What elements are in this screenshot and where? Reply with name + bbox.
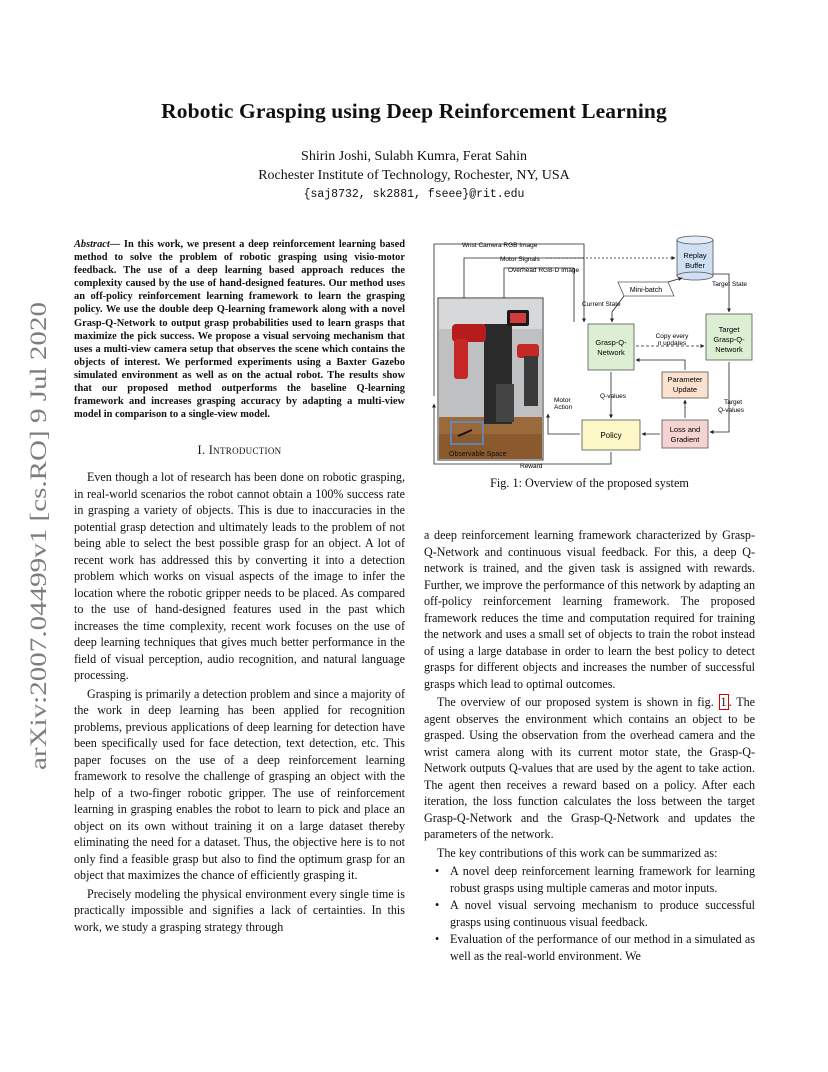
- svg-text:Target: Target: [718, 325, 740, 334]
- motor-action-label-2: Action: [554, 404, 573, 411]
- author-affiliation: Rochester Institute of Technology, Rochester, NY, USA: [258, 168, 570, 183]
- svg-text:Parameter: Parameter: [667, 375, 703, 384]
- target-qvalues-label-1: Target: [724, 399, 743, 406]
- section-heading-introduction: I. Introduction: [197, 443, 282, 458]
- replay-label-2: Buffer: [685, 261, 705, 270]
- svg-text:Update: Update: [672, 385, 698, 394]
- contribution-item: • A novel visual servoing mechanism to produce successful grasps using continuous visual feedback.: [435, 898, 755, 929]
- replay-label-1: Replay: [683, 251, 707, 260]
- current-state-label: Current State: [582, 301, 621, 308]
- figure-1: [424, 234, 758, 476]
- reward-label: Reward: [520, 463, 543, 470]
- loss-gradient-node: [662, 420, 708, 448]
- svg-text:Gradient: Gradient: [670, 435, 700, 444]
- svg-text:Loss and: Loss and: [669, 425, 701, 434]
- wrist-camera-label: Wrist Camera RGB Image: [462, 242, 538, 249]
- svg-text:Grasp-Q-: Grasp-Q-: [713, 335, 745, 344]
- svg-text:Grasp-Q-: Grasp-Q-: [595, 338, 627, 347]
- figure-reference-link[interactable]: 1: [720, 695, 727, 709]
- bullet-icon: •: [435, 898, 440, 912]
- intro-paragraph-5: The key contributions of this work can be summarized as:: [437, 845, 718, 860]
- grasp-q-network-node: [588, 324, 634, 370]
- target-state-label: Target State: [712, 281, 748, 288]
- intro-paragraph-1: Even though a lot of research has been done on robotic grasping, in real-world scenarios the robot cannot obtain a 100% success rate in grasping a variety of objects. This is due to inaccuracies in the potential grasp detection and ultimately leads to the problem of not being able to select the best possible grasp for an object. A lot of recent work has addressed this by converting it into a detection problem which works on visual aspects of the image to infer the location where the robotic gripper needs to be placed. As compared to the use of hand-designed features used in the past which increases the time complexity, recent work focuses on the use of deep learning techniques that gives much better performance in the field of visual perception, audio recognition, and natural language processing.: [74, 470, 405, 683]
- copy-label-1: Copy every: [655, 333, 689, 340]
- left-column: [74, 238, 405, 937]
- svg-text:Network: Network: [597, 348, 625, 357]
- motor-signals-label: Motor Signals: [500, 256, 540, 263]
- author-list: Shirin Joshi, Sulabh Kumra, Ferat Sahin: [301, 149, 527, 164]
- author-emails: {saj8732, sk2881, fseee}@rit.edu: [303, 188, 525, 201]
- paper-title: Robotic Grasping using Deep Reinforcement Learning: [161, 99, 667, 123]
- observable-space-label: Observable Space: [449, 451, 507, 458]
- intro-paragraph-3: Precisely modeling the physical environment every single time is practically impossible and signifies a lack of certainties. In this work, we study a grasping strategy through: [74, 886, 405, 934]
- parameter-update-node: [662, 372, 708, 398]
- target-grasp-q-network-node: [706, 314, 752, 360]
- arxiv-id-text: arXiv:2007.04499v1 [cs.RO] 9 Jul 2020: [26, 399, 51, 770]
- system-overview-diagram: [424, 234, 758, 476]
- svg-text:Network: Network: [715, 345, 743, 354]
- contribution-item: • A novel deep reinforcement learning framework for learning robust grasps using multiple cameras and motor inputs.: [435, 864, 755, 895]
- intro-paragraph-2: Grasping is primarily a detection problem and since a majority of the work in deep learning has been applied for recognition problems, previous applications of deep learning for detection have been specifically used for face detection, text detection, etc. This paper focuses on the use of a deep reinforcement learning framework to resolve the challenge of grasping an object with the help of a two-finger robotic gripper. The use of reinforcement learning in grasping enables the robot to learn to pick and place an object on its own without training it on a large dataset thereby eliminating the need for a dataset. Thus, the objective here is to not only find a feasible grasp but also to find the optimum grasp for an object that maximizes the chance of efficiently grasping it.: [74, 686, 405, 883]
- contributions-list: [424, 863, 755, 964]
- bullet-icon: •: [435, 864, 440, 878]
- minibatch-node: [618, 282, 674, 296]
- right-column: [424, 527, 755, 965]
- motor-action-label-1: Motor: [554, 397, 571, 404]
- figure-caption: Fig. 1: Overview of the proposed system: [490, 476, 689, 490]
- abstract-label: Abstract: [74, 239, 110, 250]
- overhead-image-label: Overhead RGB-D Image: [508, 267, 580, 274]
- contribution-item: • Evaluation of the performance of our method in a simulated as well as the real-world environment. We: [435, 932, 755, 963]
- svg-text:Policy: Policy: [600, 431, 622, 440]
- arxiv-identifier: [10, 300, 60, 770]
- abstract: [74, 238, 405, 421]
- copy-label-2: n updates: [657, 340, 687, 347]
- robot-photo: [438, 298, 543, 460]
- policy-node: [582, 420, 640, 450]
- qvalues-label: Q-values: [600, 393, 627, 400]
- svg-text:Mini-batch: Mini-batch: [629, 287, 663, 294]
- intro-paragraph-3-continued: a deep reinforcement learning framework characterized by Grasp-Q-Network and continuous visual feedback. For this, a deep Q-network is trained, and the given task is assigned with rewards. Further, we improve the performance of this network by adapting an off-policy reinforcement learning framework. The proposed framework reduces the time and computation required for training the network and uses a small set of objects to train the robot instead of using a large database in order to learn the best policy to detect grasps for different objects and increases the number of successful grasps which lead to optimal outcomes.: [424, 528, 755, 691]
- abstract-text: — In this work, we present a deep reinforcement learning based method to solve the problem of robotic grasping using visio-motor feedback. The use of a deep learning based approach reduces the complexity caused by the use of hand-designed features. Our method uses an off-policy reinforcement learning framework to learn the grasping policy. We use the double deep Q-learning framework along with a novel Grasp-Q-Network to output grasp probabilities used to learn grasps that maximize the pick success. We propose a visual servoing mechanism that uses a multi-view camera setup that observes the scene which contains the objects of interest. We performed experiments using a Baxter Gazebo simulated environment as well as on the actual robot. The results show that our proposed method outperforms the baseline Q-learning framework and increases grasping accuracy by adapting a multi-view model in comparison to a single-view model.: [74, 239, 405, 421]
- target-qvalues-label-2: Q-values: [718, 407, 745, 414]
- replay-buffer-node: [677, 236, 713, 280]
- intro-paragraph-4: The overview of our proposed system is shown in fig. 1 . The agent observes the environment which contains an object to be grasped. Using the observation from the overhead camera and the wrist camera along with its current motor state, the Grasp-Q-Network outputs Q-values that are used by the agent to take action. The agent then receives a reward based on a policy. After each iteration, the loss function calculates the loss between the target Grasp-Q-Network and the Grasp-Q-Network and updates the parameters of the network.: [424, 695, 755, 841]
- bullet-icon: •: [435, 932, 440, 946]
